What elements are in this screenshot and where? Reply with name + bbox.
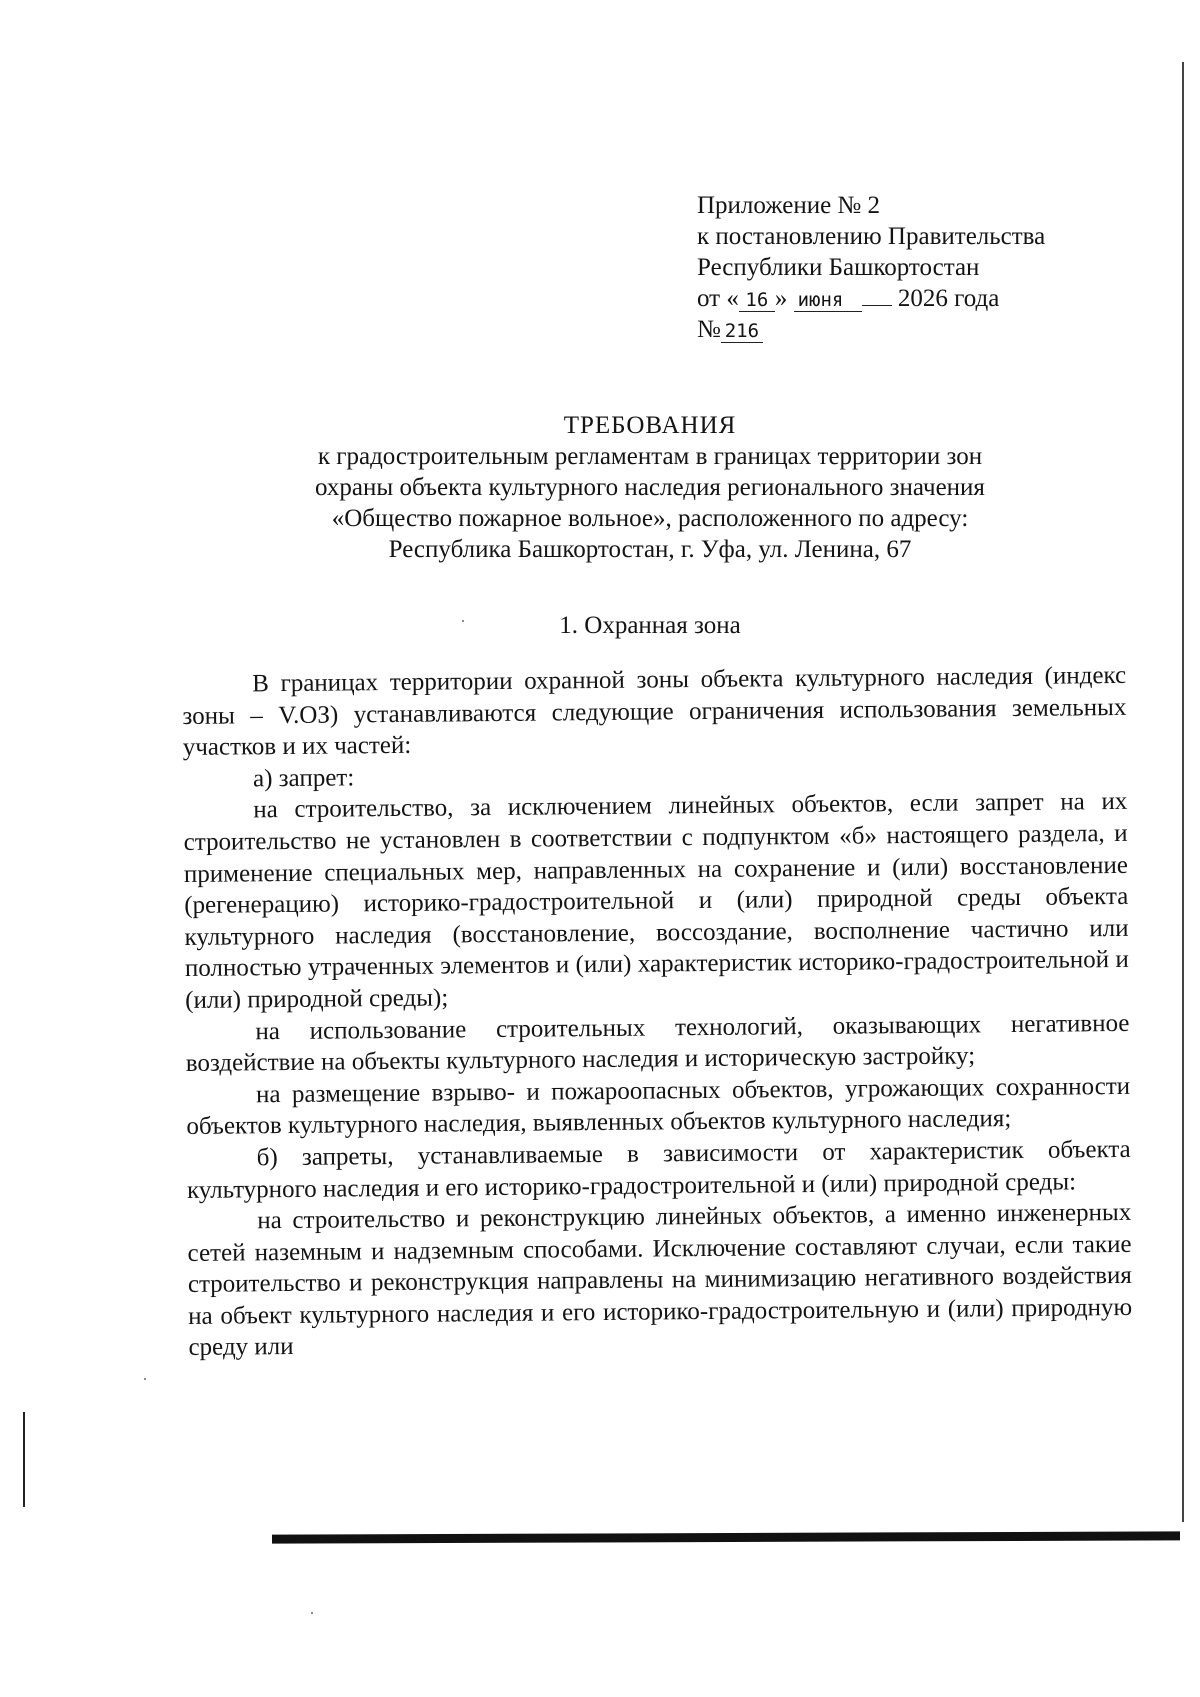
scan-speck <box>311 1612 313 1614</box>
date-month: июня <box>794 289 862 312</box>
date-month-fill <box>862 283 892 306</box>
paragraph: на размещение взрыво- и пожароопасных объектов, угрожающих сохранности объектов культурного наследия, выявленных объектов культурного наследия; <box>186 1072 1131 1141</box>
paragraph: на использование строительных технологий, оказывающих негативное воздействие на объекты культурного наследия и историческую застройку; <box>185 1009 1130 1078</box>
title-heading: ТРЕБОВАНИЯ <box>563 412 737 439</box>
document-number: 216 <box>721 320 763 343</box>
title-line-1: к градостроительным регламентам в границах территории зон <box>317 443 983 470</box>
scan-edge-right <box>1182 62 1184 1522</box>
date-year: 2026 года <box>897 285 1000 312</box>
appendix-number-line <box>697 314 1045 345</box>
paragraph: на строительство и реконструкцию линейных объектов, а именно инженерных сетей наземным и надземным способами. Исключение составляют случаи, если такие строительство и реконструкция направлены на минимизацию негативного воздействия на объект культурного наследия и его историко-градостроительную и (или) природную среду или <box>187 1199 1133 1362</box>
appendix-line-3: Республики Башкортостан <box>697 254 980 281</box>
date-day: 16 <box>739 289 775 312</box>
scan-bottom-bar <box>272 1531 1180 1543</box>
title-line-4: Республика Башкортостан, г. Уфа, ул. Ленина, 67 <box>388 536 912 563</box>
scan-edge-left <box>23 1412 25 1507</box>
date-mid: » <box>774 285 788 312</box>
scan-speck <box>144 1378 146 1380</box>
paragraph: В границах территории охранной зоны объекта культурного наследия (индекс зоны – V.ОЗ) устанавливаются следующие ограничения использования земельных участков и их частей: <box>182 661 1127 762</box>
appendix-line-2: к постановлению Правительства <box>697 223 1046 250</box>
document-body <box>182 660 1133 1364</box>
paragraph: а) запрет: <box>252 764 355 793</box>
number-prefix: № <box>697 316 721 343</box>
appendix-date-line <box>697 283 1045 314</box>
title-line-3: «Общество пожарное вольное», расположенного по адресу: <box>331 505 969 532</box>
title-line-2: охраны объекта культурного наследия регионального значения <box>315 474 985 501</box>
section-heading: 1. Охранная зона <box>559 612 741 639</box>
appendix-line-1: Приложение № 2 <box>697 192 881 219</box>
date-prefix: от « <box>697 285 739 312</box>
appendix-header <box>697 190 1045 345</box>
document-title <box>180 410 1120 565</box>
paragraph: на строительство, за исключением линейных объектов, если запрет на их строительство не установлен в соответствии с подпунктом «б» настоящего раздела, и применение специальных мер, направленных на сохранение и (или) восстановление (регенерацию) историко-градостроительной и (или) природной среды объекта культурного наследия (восстановление, воссоздание, восполнение частично или полностью утраченных элементов и (или) характеристик историко-градостроительной и (или) природной среды); <box>183 788 1129 1014</box>
paragraph: б) запреты, устанавливаемые в зависимости от характеристик объекта культурного наследия и его историко-градостроительной и (или) природной среды: <box>186 1135 1131 1204</box>
